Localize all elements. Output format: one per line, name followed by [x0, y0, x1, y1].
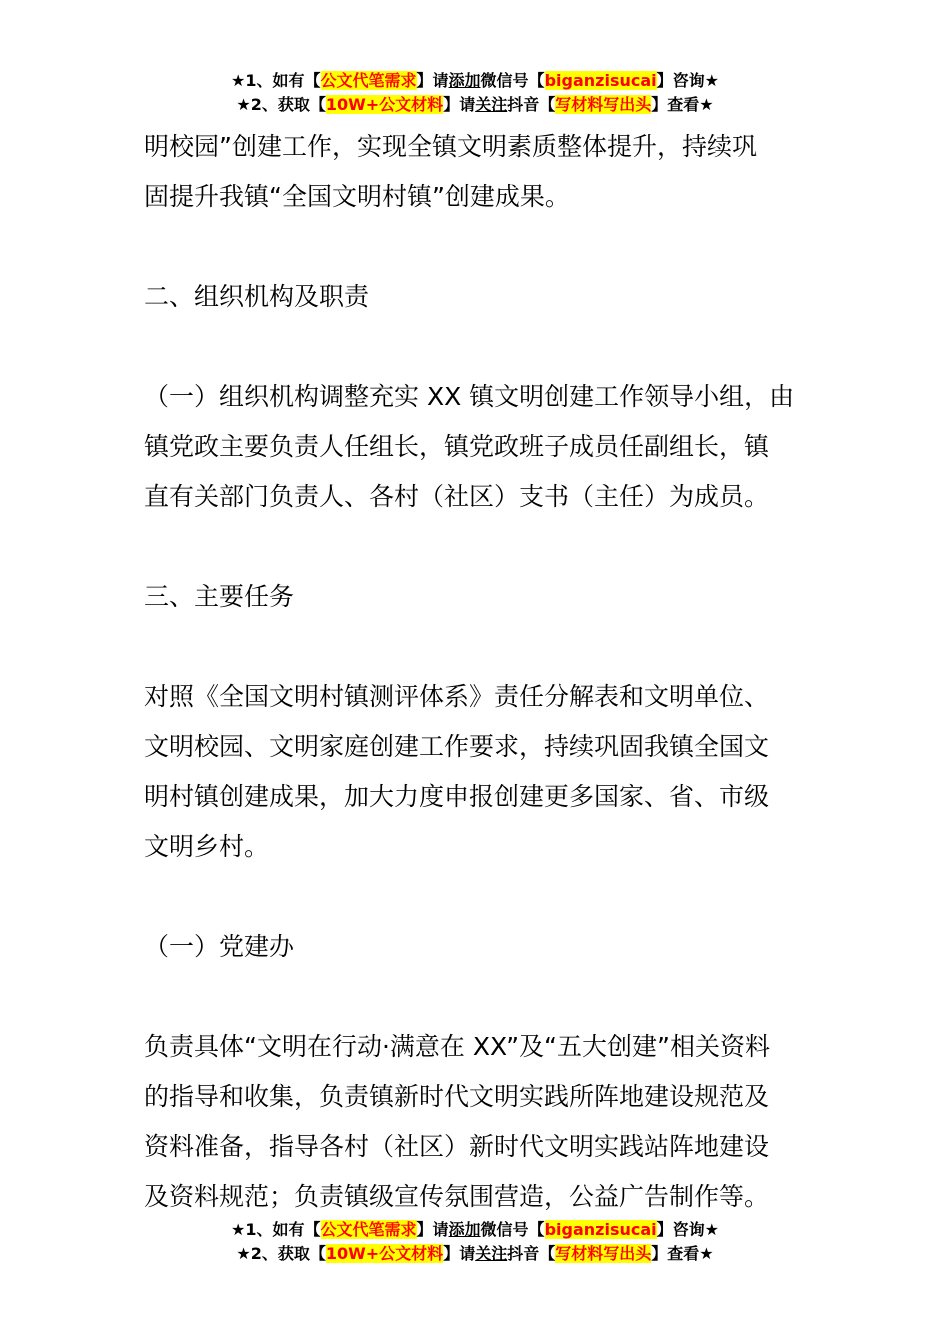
- section-heading-tasks: 三、主要任务: [144, 582, 295, 611]
- banner-line-1: ★1、如有【公文代笔需求】请添加微信号【biganzisucai】咨询★: [231, 71, 719, 90]
- document-body: [144, 122, 808, 1222]
- paragraph-tasks: 对照《全国文明村镇测评体系》责任分解表和文明单位、 文明校园、文明家庭创建工作要求，持续巩固我镇全国文 明村镇创建成果，加大力度申报创建更多国家、省、市级 文明乡村。: [144, 682, 770, 861]
- header-banner: [0, 69, 950, 117]
- paragraph-party-office: 负责具体“文明在行动·满意在 XX”及“五大创建”相关资料 的指导和收集，负责镇新时代文明实践所阵地建设规范及 资料准备，指导各村（社区）新时代文明实践站阵地建设 及资料规范；负责镇级宣传氛围营造，公益广告制作等。: [144, 1032, 770, 1211]
- banner-highlight: 写材料写出头: [555, 95, 652, 114]
- banner-highlight: 公文代笔需求: [320, 1220, 417, 1239]
- banner-highlight: 公文代笔需求: [320, 71, 417, 90]
- subheading-party-office: （一）党建办: [144, 932, 295, 961]
- paragraph-continuation: 明校园”创建工作，实现全镇文明素质整体提升，持续巩 固提升我镇“全国文明村镇”创建成果。: [144, 132, 757, 211]
- banner-highlight: biganzisucai: [544, 1220, 657, 1239]
- banner-highlight: 写材料写出头: [555, 1244, 652, 1263]
- banner-highlight: 10W+公文材料: [325, 95, 444, 114]
- section-heading-organization: 二、组织机构及职责: [144, 282, 370, 311]
- banner-highlight: 10W+公文材料: [325, 1244, 444, 1263]
- banner-highlight: biganzisucai: [544, 71, 657, 90]
- footer-banner: [0, 1218, 950, 1266]
- banner-line-2: ★2、获取【10W+公文材料】请关注抖音【写材料写出头】查看★: [236, 95, 714, 114]
- banner-line-1: ★1、如有【公文代笔需求】请添加微信号【biganzisucai】咨询★: [231, 1220, 719, 1239]
- paragraph-organization: （一）组织机构调整充实 XX 镇文明创建工作领导小组，由 镇党政主要负责人任组长，镇党政班子成员任副组长，镇 直有关部门负责人、各村（社区）支书（主任）为成员。: [144, 382, 795, 511]
- banner-line-2: ★2、获取【10W+公文材料】请关注抖音【写材料写出头】查看★: [236, 1244, 714, 1263]
